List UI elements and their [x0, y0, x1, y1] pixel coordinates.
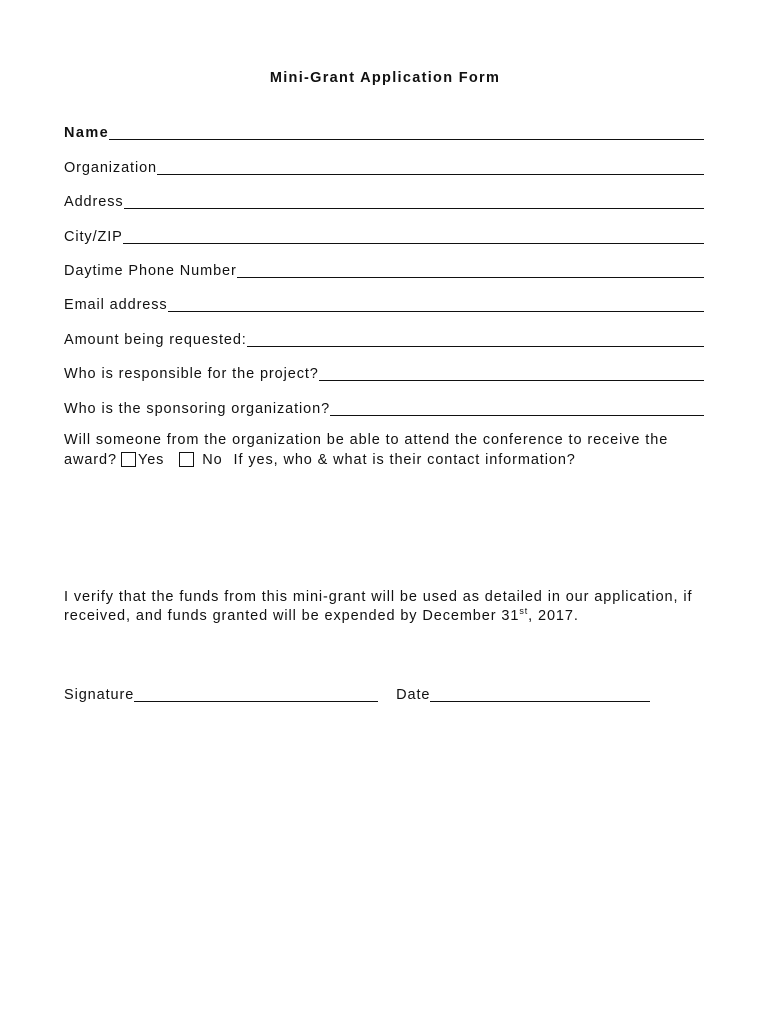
conference-question-text: Will someone from the organization be able to attend the conference to receive the [64, 432, 669, 448]
award-prefix: award? [64, 452, 117, 468]
amount-input-line[interactable] [247, 330, 704, 347]
phone-field[interactable] [64, 258, 704, 280]
verification-superscript: st [519, 606, 529, 616]
no-label: No [202, 452, 223, 468]
amount-field[interactable] [64, 327, 704, 349]
date-input-line[interactable] [430, 685, 650, 702]
yes-checkbox[interactable] [121, 452, 136, 467]
date-label: Date [396, 687, 431, 703]
email-input-line[interactable] [168, 295, 704, 312]
signature-label: Signature [64, 687, 135, 703]
amount-label: Amount being requested: [64, 332, 247, 348]
signature-input-line[interactable] [134, 685, 378, 702]
yes-label: Yes [137, 452, 165, 468]
responsible-input-line[interactable] [319, 364, 704, 381]
city-zip-field[interactable] [64, 224, 704, 246]
followup-question: If yes, who & what is their contact information? [233, 452, 576, 468]
name-label: Name [64, 125, 110, 141]
signature-row [64, 682, 650, 704]
conference-question [64, 430, 714, 470]
phone-label: Daytime Phone Number [64, 263, 237, 279]
verification-text: I verify that the funds from this mini-grant will be used as detailed in our application, if received, and funds granted will be expended by December 31 [64, 589, 693, 624]
organization-input-line[interactable] [157, 158, 704, 175]
organization-label: Organization [64, 160, 158, 176]
conference-answer-row [64, 450, 714, 470]
page-title: Mini-Grant Application Form [269, 70, 501, 86]
city-zip-input-line[interactable] [123, 227, 704, 244]
organization-field[interactable] [64, 155, 704, 177]
sponsor-label: Who is the sponsoring organization? [64, 401, 331, 417]
email-field[interactable] [64, 292, 704, 314]
verification-statement [64, 588, 704, 626]
phone-input-line[interactable] [237, 261, 704, 278]
sponsor-field[interactable] [64, 396, 704, 418]
email-label: Email address [64, 297, 168, 313]
address-field[interactable] [64, 189, 704, 211]
city-zip-label: City/ZIP [64, 229, 123, 245]
name-field[interactable] [64, 120, 704, 142]
verification-end: , 2017. [528, 608, 579, 624]
sponsor-input-line[interactable] [330, 399, 704, 416]
address-label: Address [64, 194, 124, 210]
responsible-field[interactable] [64, 361, 704, 383]
name-input-line[interactable] [109, 123, 704, 140]
address-input-line[interactable] [124, 192, 705, 209]
no-checkbox[interactable] [179, 452, 194, 467]
responsible-label: Who is responsible for the project? [64, 366, 319, 382]
